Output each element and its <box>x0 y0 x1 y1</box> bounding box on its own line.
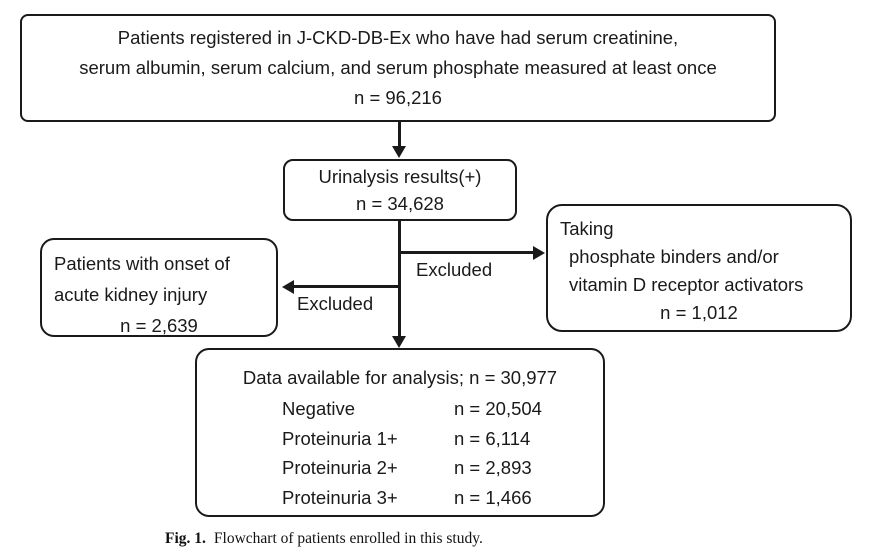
box-urinalysis-results <box>283 159 517 221</box>
arrow-right-icon <box>533 246 545 260</box>
box-phosphate-binders <box>546 204 852 332</box>
registered-n: n = 96,216 <box>354 87 442 108</box>
box-acute-kidney-injury <box>40 238 278 337</box>
binders-n: n = 1,012 <box>660 302 738 323</box>
figure-caption-text: Flowchart of patients enrolled in this study. <box>213 530 483 547</box>
registered-line1: Patients registered in J-CKD-DB-Ex who have had serum creatinine, <box>117 27 679 48</box>
arrow-left-icon <box>282 280 294 294</box>
analysis-row <box>282 453 603 483</box>
analysis-rows <box>282 394 603 512</box>
analysis-row-value: n = 2,893 <box>454 457 532 478</box>
connector-to-binders <box>399 251 534 254</box>
analysis-row-value: n = 20,504 <box>454 398 542 419</box>
binders-line1: Taking <box>560 218 614 239</box>
box-patients-registered <box>20 14 776 122</box>
registered-line2: serum albumin, serum calcium, and serum phosphate measured at least once <box>79 57 717 78</box>
analysis-row <box>282 483 603 513</box>
connector-top-to-urinalysis <box>398 122 401 148</box>
urinalysis-line1: Urinalysis results(+) <box>318 166 482 187</box>
analysis-row <box>282 394 603 424</box>
analysis-row-label: Proteinuria 3+ <box>282 486 398 508</box>
binders-line2: phosphate binders and/or <box>569 246 779 267</box>
arrow-down-icon <box>392 336 406 348</box>
aki-n: n = 2,639 <box>120 315 198 336</box>
figure-caption <box>165 530 483 548</box>
analysis-row <box>282 424 603 454</box>
analysis-row-label: Negative <box>282 398 356 419</box>
analysis-row-value: n = 6,114 <box>454 427 531 449</box>
arrow-down-icon <box>392 146 406 158</box>
aki-line1: Patients with onset of <box>54 253 230 274</box>
analysis-title: Data available for analysis; n = 30,977 <box>242 367 558 388</box>
connector-to-aki <box>294 285 399 288</box>
aki-line2: acute kidney injury <box>54 284 208 305</box>
analysis-row-value: n = 1,466 <box>454 486 532 508</box>
analysis-row-label: Proteinuria 2+ <box>282 457 398 478</box>
excluded-label-left: Excluded <box>297 293 374 314</box>
figure-caption-label: Fig. 1. <box>165 530 206 547</box>
analysis-row-label: Proteinuria 1+ <box>282 427 398 449</box>
urinalysis-n: n = 34,628 <box>356 193 444 214</box>
binders-line3: vitamin D receptor activators <box>569 274 804 295</box>
excluded-label-right: Excluded <box>416 259 493 280</box>
connector-urinalysis-to-analysis <box>398 221 401 337</box>
box-data-available <box>195 348 605 517</box>
